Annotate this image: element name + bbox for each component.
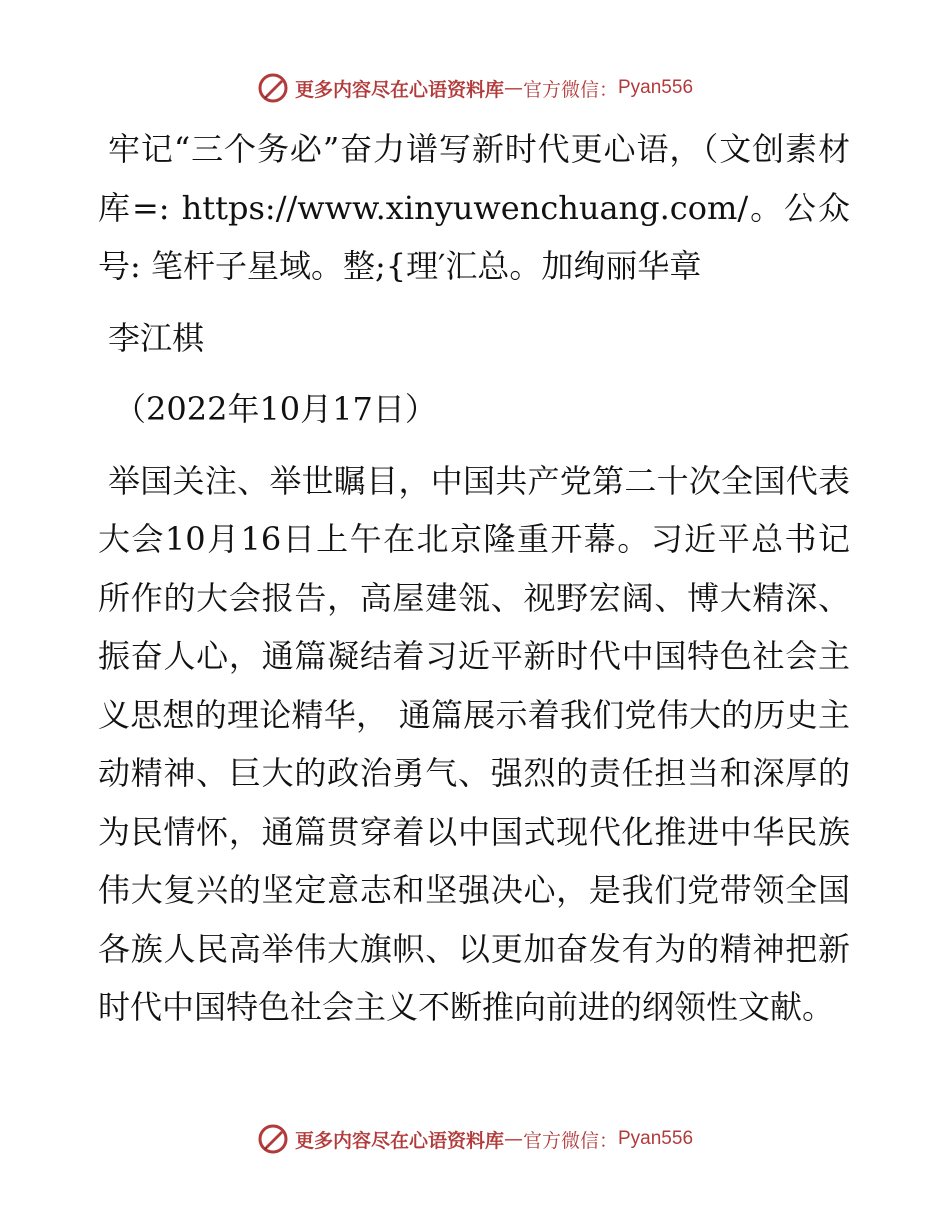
quill-logo-icon [257,72,289,104]
watermark-contact: 官方微信： [522,1129,618,1152]
watermark-separator: — [503,77,523,99]
watermark-handle: Pyan556 [618,1128,694,1149]
watermark-handle: Pyan556 [618,77,694,98]
author-name: 李江棋 [108,318,205,357]
document-title: 牢记“三个务必”奋力谱写新时代更心语，（文创素材库=: https://www.xinyuwenchuang.com/。公众号: 笔杆子星域。整;{理′汇总。加绚丽华章 [98,130,850,285]
watermark-text: 更多内容尽在心语资料库 [294,78,504,101]
watermark-text: 更多内容尽在心语资料库 [294,1129,504,1152]
publish-date: （2022年10月17日） [114,390,437,428]
footer-watermark [0,1123,950,1155]
header-watermark [0,72,950,104]
watermark-contact: 官方微信： [522,78,618,101]
document-body [98,120,850,1037]
watermark-separator: — [503,1128,523,1150]
body-paragraph: 举国关注、举世瞩目，中国共产党第二十次全国代表大会10月16日上午在北京隆重开幕。习近平总书记所作的大会报告，高屋建瓴、视野宏阔、博大精深、振奋人心，通篇凝结着习近平新时代中国特色社会主义思想的理论精华， 通篇展示着我们党伟大的历史主动精神、巨大的政治勇气、强烈的责任担当和深厚的为民情怀，通篇贯穿着以中国式现代化推进中华民族伟大复兴的坚定意志和坚强决心，是我们党带领全国各族人民高举伟大旗帜、以更加奋发有为的精神把新时代中国特色社会主义不断推向前进的纲领性文献。 [98,461,850,1026]
quill-logo-icon [257,1123,289,1155]
